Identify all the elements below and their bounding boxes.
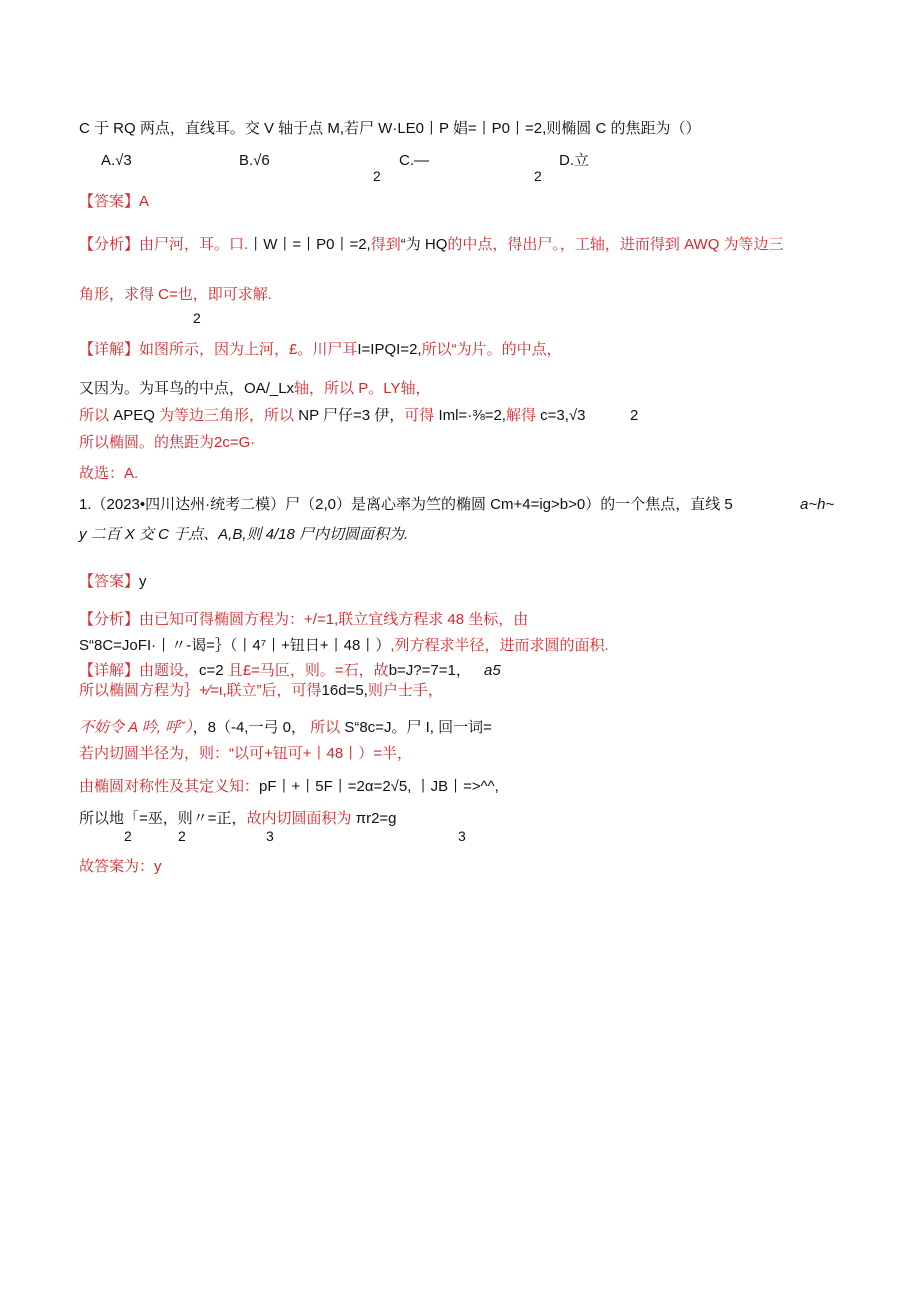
q1-detail-math: c=2 [199, 662, 224, 679]
q1-detail-text: 故内切圆面积为 [246, 810, 352, 827]
detail-text: 如图所示，因为上河，£。川尸耳 [139, 341, 358, 358]
analysis-math: 丨W丨=丨P0丨=2, [248, 236, 371, 253]
q1-detail-line-6 [79, 810, 397, 828]
detail-math: I=IPQI=2, [357, 341, 422, 358]
q1-detail-text: 由题设， [139, 662, 200, 679]
analysis-text: 的中点，得出尸。，工轴，进而得到 AWQ 为等边三 [447, 236, 784, 253]
q1-analysis-line-2 [79, 637, 609, 655]
q1-analysis-text: 由已知可得椭圆方程为：+/=1,联立宜线方程求 48 坐标，由 [139, 611, 529, 628]
q1-detail-math: πr2=g [355, 810, 397, 827]
detail-text: 轴，所以 P。LY [294, 380, 401, 397]
q1-answer-label: 【答案】 [79, 573, 140, 590]
q1-detail-math: 16d=5, [321, 682, 368, 699]
analysis-line-2: 角形，求得 C=也，即可求解. [79, 286, 272, 303]
q1-detail-math: 丨JB丨=>^^, [415, 778, 499, 795]
detail-label: 【详解】 [79, 341, 140, 358]
analysis-text: 由尸河，耳。口. [139, 236, 249, 253]
q1-analysis-label: 【分析】 [79, 611, 140, 628]
answer-line [79, 193, 149, 211]
analysis-text: 得到 [370, 236, 401, 253]
q1-detail-text: 若内切圆半径为，则：“以可+钮可+丨48丨）=半， [79, 745, 412, 762]
q1-detail-text: 由椭圆对称性及其定义知： [79, 778, 260, 795]
option-c: C.— [399, 152, 429, 169]
analysis-subscript: 2 [193, 310, 201, 326]
detail-text: 又因为。为耳鸟的中点， [79, 380, 245, 397]
q1-detail-label: 【详解】 [79, 662, 140, 679]
detail-math: 2c=G· [214, 434, 256, 451]
detail-line-3 [79, 407, 586, 425]
q1-final-answer: 故答案为：y [79, 858, 162, 875]
detail-line-1 [79, 341, 562, 359]
q1-detail-math: pF丨+丨5F丨=2α=2√5, [259, 778, 412, 795]
q1-detail-text: 所以地「=巫，则〃=正， [79, 810, 247, 827]
q1-detail-text: 所以椭圆方程为｝+∕=ι,联立”后，可得 [79, 682, 322, 699]
detail-math: Iml=·⅜=2, [438, 407, 506, 424]
q1-detail-line-2 [79, 682, 443, 700]
detail-math: c=3,√3 [540, 407, 586, 424]
q1-stem-line-1-right: a~h~ [800, 496, 835, 513]
detail-math: APEQ [113, 407, 155, 424]
q1-answer-value: y [139, 573, 147, 590]
q1-detail-line-3 [79, 719, 492, 737]
analysis-line-1 [79, 236, 784, 254]
detail-text: 所以椭圆。的焦距为 [79, 434, 215, 451]
q1-detail-line-1 [79, 662, 471, 680]
option-d: D.立 [559, 152, 590, 169]
q1-detail-math: ，8（-4,一弓 0， [192, 719, 306, 736]
q1-detail-text: 且£=马叵，则。=石，故 [227, 662, 389, 679]
q1-detail-subscript: 2 [124, 828, 132, 844]
question-continuation-line: C 于 RQ 两点，直线耳。交 V 轴于点 M,若尸 W·LE0丨P 娼=丨P0丨=2,则椭圆 C 的焦距为（） [79, 120, 701, 137]
q1-detail-text: 不妨令 A 吟, 呼ˇ） [79, 719, 193, 736]
choice-line: 故选：A. [79, 465, 139, 482]
detail-text: 所以“为片。的中点， [421, 341, 562, 358]
q1-analysis-text: ,列方程求半径，进而求圆的面积. [390, 637, 609, 654]
q1-detail-line-4 [79, 745, 412, 763]
detail-text: 可得 [404, 407, 435, 424]
q1-detail-text: 则户士手， [367, 682, 443, 699]
q1-detail-math: b=J?=7=1， [388, 662, 471, 679]
option-d-subscript: 2 [534, 168, 542, 184]
q1-detail-line-5 [79, 778, 499, 796]
detail-text: 轴， [400, 380, 431, 397]
answer-value: A [139, 193, 150, 210]
option-b: B.√6 [239, 152, 270, 169]
q1-stem-line-2: y 二百 X 交 C 于点、A,B,则 4/18 尸内切圆面积为. [79, 526, 409, 543]
q1-detail-subscript: 3 [266, 828, 274, 844]
detail-math: OA/_Lx [244, 380, 295, 397]
q1-detail-subscript: 2 [178, 828, 186, 844]
detail-line-3-number: 2 [630, 407, 639, 424]
answer-label: 【答案】 [79, 193, 140, 210]
detail-math: NP 尸仔=3 伊， [298, 407, 405, 424]
q1-detail-line-1-right: a5 [484, 662, 501, 679]
detail-line-4 [79, 434, 255, 452]
q1-answer-line [79, 573, 147, 591]
q1-analysis-math: S“8C=JoFI·丨〃-谒=｝（丨4⁷丨+钮日+丨48丨） [79, 637, 391, 654]
detail-text: 所以 [79, 407, 110, 424]
q1-detail-math: S“8c=J。尸 I, 回一词= [344, 719, 492, 736]
q1-detail-text: 所以 [310, 719, 341, 736]
analysis-math: “为 HQ [400, 236, 448, 253]
analysis-label: 【分析】 [79, 236, 140, 253]
detail-text: 为等边三角形，所以 [159, 407, 295, 424]
q1-stem-line-1: 1.（2023•四川达州·统考二模）尸（2,0）是离心率为竺的椭圆 Cm+4=ig>b>0）的一个焦点，直线 5 [79, 496, 733, 513]
q1-detail-subscript: 3 [458, 828, 466, 844]
option-c-subscript: 2 [373, 168, 381, 184]
option-a: A.√3 [101, 152, 132, 169]
detail-text: 解得 [505, 407, 536, 424]
detail-line-2 [79, 380, 430, 398]
q1-analysis-line-1 [79, 611, 528, 629]
